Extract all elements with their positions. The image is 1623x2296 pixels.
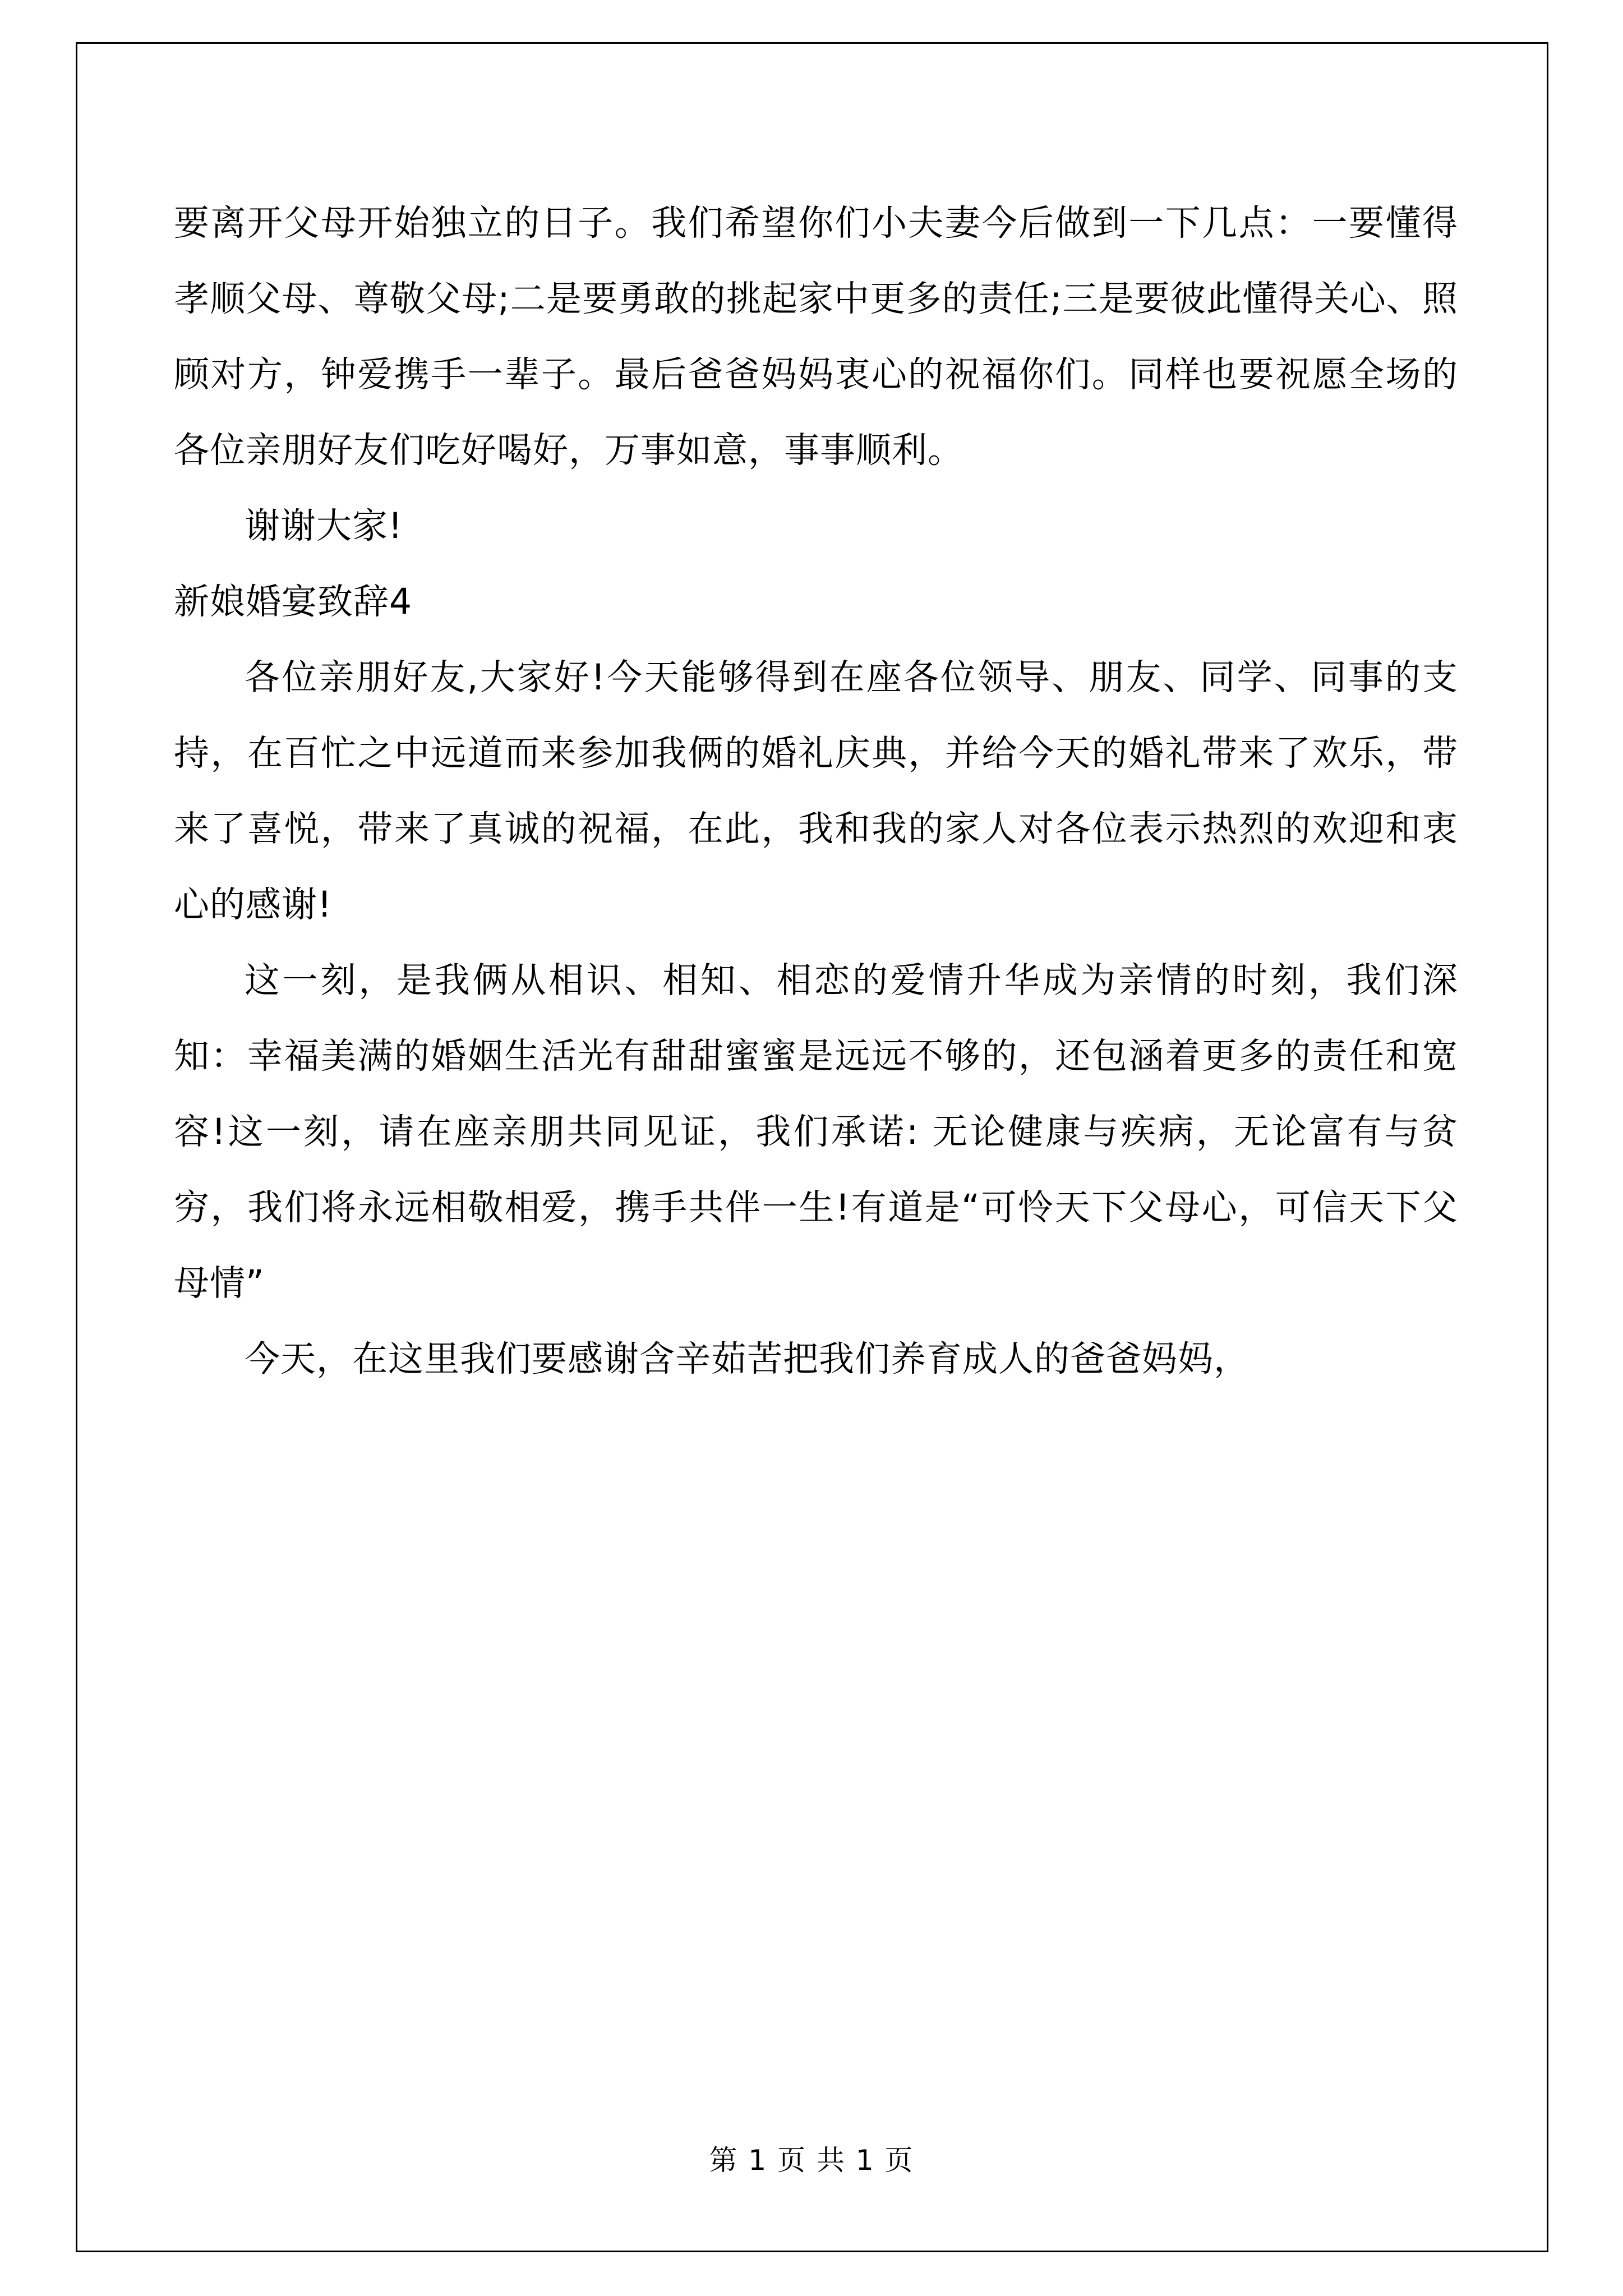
paragraph-4: 这一刻，是我俩从相识、相知、相恋的爱情升华成为亲情的时刻，我们深知：幸福美满的婚姻生活光有甜甜蜜蜜是远远不够的，还包涵着更多的责任和宽容!这一刻，请在座亲朋共同见证，我们承诺: 无论健康与疾病，无论富有与贫穷，我们将永远相敬相爱，携手共伴一生!有道是“可怜天下父母心，可信天下父母情” bbox=[174, 960, 1458, 1304]
paragraph-3: 各位亲朋好友,大家好!今天能够得到在座各位领导、朋友、同学、同事的支持，在百忙之中远道而来参加我俩的婚礼庆典，并给今天的婚礼带来了欢乐，带来了喜悦，带来了真诚的祝福，在此，我和我的家人对各位表示热烈的欢迎和衷心的感谢! bbox=[174, 657, 1458, 925]
paragraph-2: 谢谢大家! bbox=[245, 505, 403, 546]
paragraph-5: 今天，在这里我们要感谢含辛茹苦把我们养育成人的爸爸妈妈， bbox=[245, 1338, 1249, 1379]
paragraph-1: 要离开父母开始独立的日子。我们希望你们小夫妻今后做到一下几点：一要懂得孝顺父母、尊敬父母;二是要勇敢的挑起家中更多的责任;三是要彼此懂得关心、照顾对方，钟爱携手一辈子。最后爸爸妈妈衷心的祝福你们。同样也要祝愿全场的各位亲朋好友们吃好喝好，万事如意，事事顺利。 bbox=[174, 203, 1458, 471]
page-footer: 第 1 页 共 1 页 bbox=[709, 2144, 914, 2177]
section-heading: 新娘婚宴致辞4 bbox=[174, 581, 413, 622]
document-body bbox=[174, 185, 1458, 1397]
